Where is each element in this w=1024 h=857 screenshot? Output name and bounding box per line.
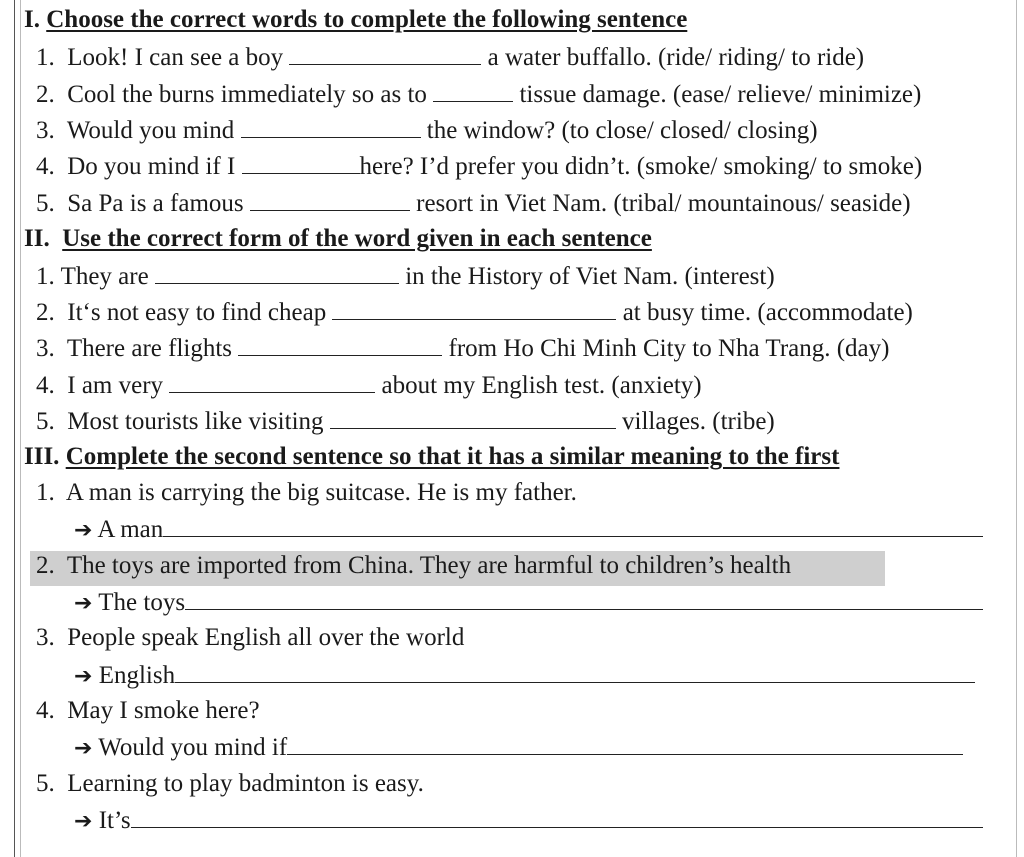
- arrow-right-icon: ➔: [74, 591, 93, 616]
- item-text: May I smoke here?: [67, 697, 260, 724]
- exercise-item: [36, 151, 922, 182]
- item-text: The toys are imported from China. They are harmful to children’s health: [66, 552, 792, 579]
- section-number: II.: [24, 225, 50, 252]
- arrow-right-icon: ➔: [74, 518, 93, 543]
- section-2-heading: [24, 224, 652, 254]
- item-number: 2.: [36, 299, 55, 326]
- exercise-item: [36, 115, 818, 146]
- exercise-item: [36, 188, 911, 219]
- arrow-right-icon: ➔: [74, 736, 93, 761]
- item-number: 1.: [36, 479, 55, 506]
- rewrite-line: [74, 587, 983, 619]
- answer-blank[interactable]: [238, 333, 442, 356]
- exercise-item: [36, 42, 864, 73]
- answer-blank[interactable]: [185, 587, 983, 610]
- exercise-item: [36, 696, 260, 726]
- item-number: 3.: [36, 624, 55, 651]
- exercise-item: [36, 297, 913, 328]
- item-number: 4.: [36, 697, 55, 724]
- item-number: 2.: [36, 81, 55, 108]
- item-number: 5.: [36, 770, 55, 797]
- item-text: at busy time. (accommodate): [622, 299, 913, 326]
- rewrite-line: [74, 660, 975, 692]
- answer-blank[interactable]: [433, 79, 513, 102]
- item-text: They are: [60, 263, 149, 290]
- section-title: Use the correct form of the word given in each sentence: [62, 225, 652, 252]
- exercise-item: [36, 333, 889, 364]
- exercise-item: [36, 79, 921, 110]
- answer-blank[interactable]: [242, 151, 360, 174]
- item-number: 4.: [36, 153, 55, 180]
- item-text: from Ho Chi Minh City to Nha Trang. (day): [448, 335, 890, 362]
- item-text: Look! I can see a boy: [67, 44, 284, 71]
- item-number: 1.: [36, 263, 55, 290]
- item-text: a water buffallo. (ride/ riding/ to ride): [487, 44, 865, 71]
- item-text: in the History of Viet Nam. (interest): [405, 263, 775, 290]
- exercise-item: [36, 261, 775, 292]
- item-text: Learning to play badminton is easy.: [67, 770, 424, 797]
- item-number: 1.: [36, 44, 55, 71]
- item-text: It‘s not easy to find cheap: [67, 299, 327, 326]
- page-border-left: [14, 0, 15, 857]
- item-text: Would you mind: [66, 117, 235, 144]
- section-number: III.: [24, 443, 60, 470]
- item-text: here? I’d prefer you didn’t. (smoke/ smoking/ to smoke): [359, 153, 923, 180]
- section-title: Complete the second sentence so that it has a similar meaning to the first: [65, 443, 840, 470]
- item-text: A man is carrying the big suitcase. He is my father.: [65, 479, 577, 506]
- exercise-item: [36, 370, 702, 401]
- exercise-item: [36, 769, 424, 799]
- item-text: Do you mind if I: [67, 153, 236, 180]
- item-number: 5.: [36, 408, 55, 435]
- rewrite-line: [74, 732, 963, 764]
- rewrite-start: English: [98, 662, 176, 689]
- item-text: the window? (to close/ closed/ closing): [426, 117, 818, 144]
- page-border-left-inner: [20, 0, 21, 857]
- item-number: 5.: [36, 190, 55, 217]
- item-text: resort in Viet Nam. (tribal/ mountainous/ seaside): [416, 190, 911, 217]
- item-text: Most tourists like visiting: [67, 408, 324, 435]
- answer-blank[interactable]: [131, 805, 983, 828]
- item-text: Cool the burns immediately so as to: [67, 81, 427, 108]
- answer-blank[interactable]: [330, 406, 616, 429]
- arrow-right-icon: ➔: [74, 809, 93, 834]
- rewrite-start: Would you mind if: [98, 734, 288, 761]
- section-title: Choose the correct words to complete the following sentence: [46, 6, 688, 33]
- section-3-heading: [24, 442, 839, 472]
- item-number: 3.: [36, 117, 55, 144]
- answer-blank[interactable]: [169, 370, 375, 393]
- item-text: I am very: [67, 372, 164, 399]
- rewrite-start: The toys: [98, 589, 186, 616]
- exercise-item: [36, 478, 577, 508]
- item-text: about my English test. (anxiety): [381, 372, 702, 399]
- exercise-item: [36, 551, 791, 581]
- item-text: People speak English all over the world: [67, 624, 465, 651]
- answer-blank[interactable]: [332, 297, 616, 320]
- item-text: tissue damage. (ease/ relieve/ minimize): [519, 81, 922, 108]
- rewrite-line: [74, 514, 983, 546]
- answer-blank[interactable]: [250, 188, 410, 211]
- arrow-right-icon: ➔: [74, 664, 93, 689]
- section-1-heading: [24, 5, 687, 35]
- item-text: villages. (tribe): [622, 408, 775, 435]
- rewrite-line: [74, 805, 983, 837]
- exercise-item: [36, 406, 775, 437]
- item-number: 2.: [36, 552, 55, 579]
- answer-blank[interactable]: [287, 732, 963, 755]
- rewrite-start: A man: [97, 516, 164, 543]
- answer-blank[interactable]: [175, 660, 975, 683]
- answer-blank[interactable]: [241, 115, 421, 138]
- exercise-item: [36, 623, 464, 653]
- answer-blank[interactable]: [163, 514, 983, 537]
- item-text: Sa Pa is a famous: [67, 190, 244, 217]
- item-text: There are flights: [66, 335, 233, 362]
- page-border-right: [1016, 0, 1017, 857]
- item-number: 3.: [36, 335, 55, 362]
- item-number: 4.: [36, 372, 55, 399]
- rewrite-start: It’s: [98, 807, 131, 834]
- section-number: I.: [24, 6, 40, 33]
- answer-blank[interactable]: [155, 261, 399, 284]
- answer-blank[interactable]: [289, 42, 481, 65]
